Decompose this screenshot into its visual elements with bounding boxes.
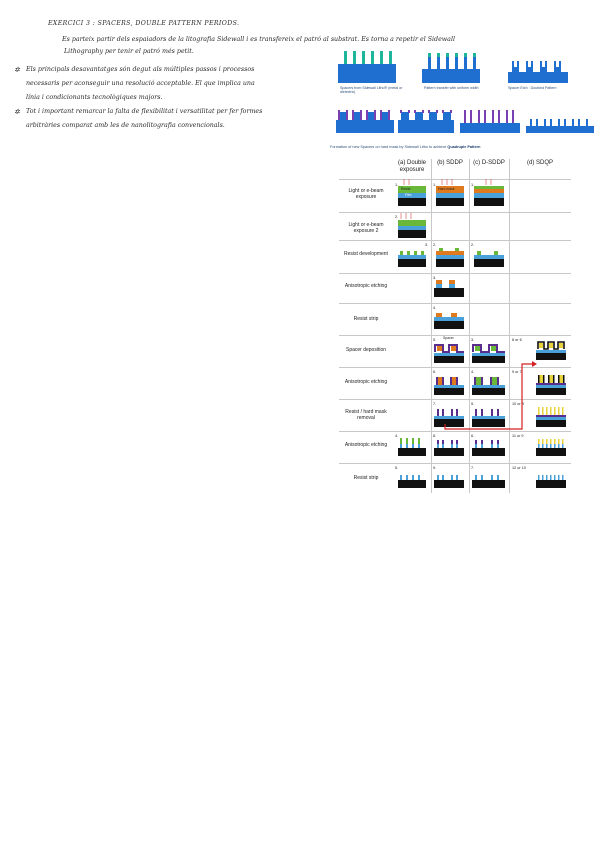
step-number: 6. [433,370,437,374]
step-number: 3. [471,338,475,342]
step-number: 7. [433,402,437,406]
step-number: 1. [395,183,399,187]
bullet-star-icon: ✲ [14,108,20,116]
sidewall-litho-figure [336,48,596,154]
step-number: 12 or 10 [512,466,526,470]
step-number: 3. [433,276,437,280]
bullet1-line-3: línia i condicionants tecnològiques majors. [26,94,163,101]
row-label-anisotropic-etching: Anisotropic etching [344,283,388,289]
resist-label: Resist [401,187,411,191]
step-number: 9. [433,466,437,470]
step-number: 7. [471,466,475,470]
step-number: 1. [471,183,475,187]
step-number: 10 or 8 [512,402,524,406]
spacer-label: Spacer [443,336,454,340]
step-number: 8. [433,434,437,438]
column-header-sddp: (b) SDDP [437,160,463,166]
step-number: 11 or 9 [512,434,524,438]
row-label-exposure-2: Light or e-beam exposure 2 [348,222,384,234]
step-number: 2. [395,215,399,219]
hard-mask-label: Hard mask [438,187,455,191]
column-header-sdqp: (d) SDQP [526,160,553,166]
film-label: Film [405,193,412,197]
row-label-exposure: Light or e-beam exposure [348,188,384,200]
column-header-d-sddp: (c) D-SDDP [473,160,505,166]
bullet1-line-1: Els principals desavantatges són degut als múltiples passos i processos [26,66,255,73]
step-number: 2. [471,243,475,247]
column-header-double-exposure: (a) Double exposure [397,160,426,173]
row-label-spacer-deposition: Spacer deposition [345,347,387,353]
process-stack-diagrams [339,159,571,493]
step-number: 5. [395,466,399,470]
bullet2-line-1: Tot i important remarcar la falta de flexibilitat i versatilitat per fer formes [26,108,263,115]
step-number: 2. [433,243,437,247]
step-number: 6. [471,434,475,438]
row-label-resist-strip-2: Resist strip [353,475,379,481]
step-number: 1. [433,183,437,187]
step-number: 4. [471,370,475,374]
row-label-anisotropic-etching-2: Anisotropic etching [344,379,388,385]
step-number: 9 or 7 [512,370,522,374]
step-number: 4. [433,306,437,310]
patterning-process-table [339,159,571,493]
sidewall-litho-diagram [336,48,596,148]
caption-pattern-transfer: Pattern transfer with uniform width [424,86,479,90]
caption-spacers: Spacers from Sidewall Litho® (metal or dielectric) [340,86,403,95]
row-label-resist-development: Resist development [344,251,388,257]
row-label-anisotropic-etching-3: Anisotropic etching [344,442,388,448]
row-label-resist-strip: Resist strip [353,316,379,322]
step-number: 5. [471,402,475,406]
row-label-resist-hard-mask-removal: Resist / hard mask removal [345,409,387,421]
bullet1-line-2: necessaris per aconseguir una resolució acceptable. El que implica una [26,80,255,87]
page-title: EXERCICI 3 : SPACERS, DOUBLE PATTERN PERIODS. [48,20,240,27]
top-figure-caption: Formation of new Spacers on hard mask by Sidewall Litho to achieve Quadruple Pattern [330,145,481,149]
caption-doubled-pattern: Spacer Etch : Doubled Pattern [508,86,557,90]
step-number: 5. [433,338,437,342]
step-number: 8 or 6 [512,338,522,342]
step-number: 3. [425,243,429,247]
bullet-star-icon: ✲ [14,66,20,74]
bullet2-line-2: arbitràries comparat amb les de nanolitografia convencionals. [26,122,225,129]
step-number: 4. [395,434,399,438]
intro-line-1: Es parteix partir dels espaiadors de la litografia Sidewall i es transfereix el patró al substrat. Es torna a repetir el Sidewall [62,36,455,43]
intro-line-2: Lithography per tenir el patró més petit. [64,48,194,55]
